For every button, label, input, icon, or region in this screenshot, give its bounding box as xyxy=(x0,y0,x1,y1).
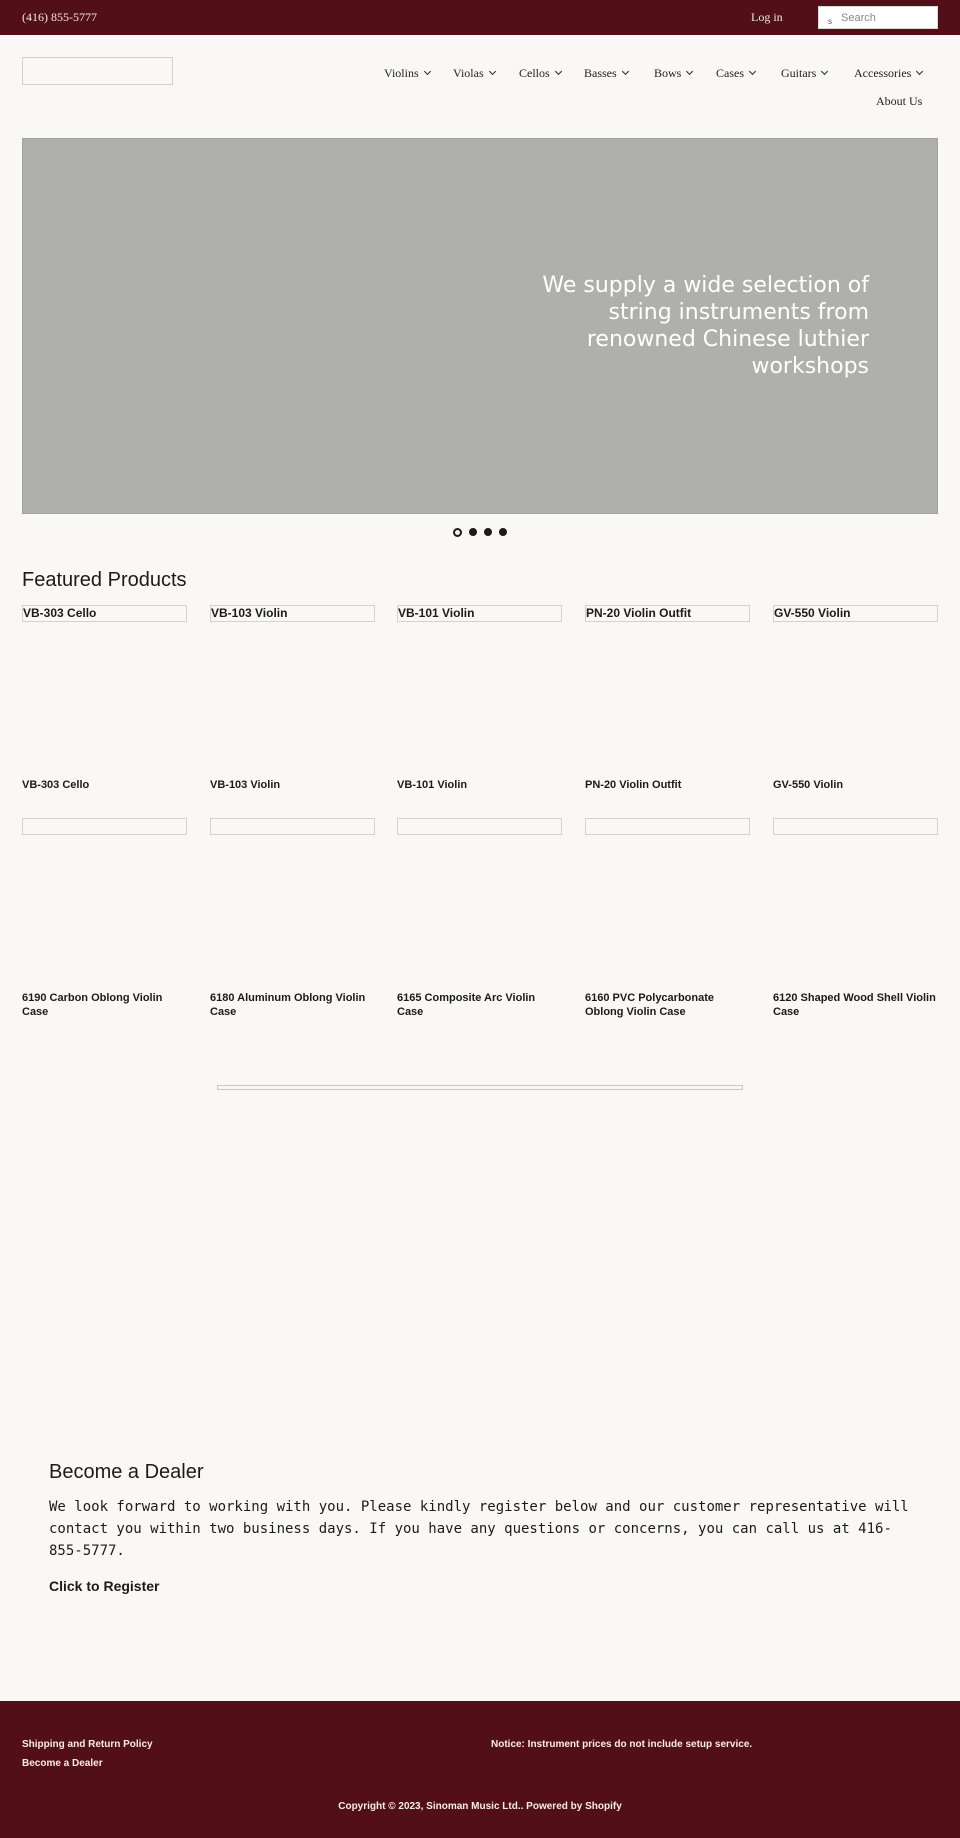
product-image[interactable]: PN-20 Violin Outfit xyxy=(585,605,750,622)
slide-dot-4[interactable] xyxy=(499,528,507,536)
nav-item-cellos[interactable] xyxy=(519,66,561,81)
hero-caption: We supply a wide selection of string instruments from renowned Chinese luthier workshops xyxy=(542,273,869,379)
search-icon[interactable]: s xyxy=(828,17,832,26)
nav-item-cases[interactable] xyxy=(716,66,755,81)
product-title[interactable]: VB-101 Violin xyxy=(397,779,468,791)
product-title[interactable]: GV-550 Violin xyxy=(773,779,844,791)
chevron-down-icon xyxy=(622,68,629,75)
nav-item-label: Basses xyxy=(584,66,617,80)
media-placeholder-bar xyxy=(217,1085,743,1090)
dealer-text: We look forward to working with you. Please kindly register below and our customer representative will contact you within two business days. If you have any questions or concerns, you can call us at 416-855-5777. xyxy=(49,1499,909,1559)
nav-item-label: Violins xyxy=(384,66,419,80)
store-logo[interactable] xyxy=(22,57,173,85)
chevron-down-icon xyxy=(424,68,431,75)
hero-slideshow[interactable] xyxy=(22,138,938,514)
nav-item-label: Cases xyxy=(716,66,744,80)
nav-item-bows[interactable] xyxy=(654,66,692,81)
product-title[interactable]: 6165 Composite Arc Violin Case xyxy=(397,992,536,1018)
product-title[interactable]: PN-20 Violin Outfit xyxy=(585,779,682,791)
chevron-down-icon xyxy=(489,68,496,75)
nav-item-violas[interactable] xyxy=(453,66,495,81)
chevron-down-icon xyxy=(821,68,828,75)
search-box[interactable] xyxy=(818,6,938,29)
chevron-down-icon xyxy=(916,68,923,75)
product-title[interactable]: 6190 Carbon Oblong Violin Case xyxy=(22,992,163,1018)
register-link[interactable]: Click to Register xyxy=(49,1578,160,1594)
phone-number[interactable]: (416) 855-5777 xyxy=(22,10,97,24)
slide-dot-3[interactable] xyxy=(484,528,492,536)
product-title[interactable]: 6120 Shaped Wood Shell Violin Case xyxy=(773,992,936,1018)
dealer-title: Become a Dealer xyxy=(49,1461,204,1483)
nav-item-accessories[interactable] xyxy=(854,66,922,81)
copyright: Copyright © 2023, Sinoman Music Ltd.. Powered by Shopify xyxy=(338,1801,622,1812)
featured-products-title: Featured Products xyxy=(22,569,187,591)
nav-item-label: Cellos xyxy=(519,66,550,80)
slide-dot-2[interactable] xyxy=(469,528,477,536)
footer xyxy=(0,1701,960,1838)
product-image[interactable]: VB-103 Violin xyxy=(210,605,375,622)
nav-item-label: About Us xyxy=(876,94,923,108)
chevron-down-icon xyxy=(555,68,562,75)
product-image[interactable]: GV-550 Violin xyxy=(773,605,938,622)
announcement-bar xyxy=(0,0,960,35)
nav-item-basses[interactable] xyxy=(584,66,628,81)
chevron-down-icon xyxy=(749,68,756,75)
product-image[interactable] xyxy=(773,818,938,835)
product-title[interactable]: 6180 Aluminum Oblong Violin Case xyxy=(210,992,366,1018)
footer-link-shipping[interactable]: Shipping and Return Policy xyxy=(22,1739,153,1750)
nav-item-guitars[interactable] xyxy=(781,66,827,81)
product-image[interactable]: VB-101 Violin xyxy=(397,605,562,622)
product-image[interactable]: VB-303 Cello xyxy=(22,605,187,622)
slide-dot-1[interactable] xyxy=(453,528,462,537)
nav-item-label: Bows xyxy=(654,66,682,80)
product-title[interactable]: 6160 PVC Polycarbonate Oblong Violin Case xyxy=(585,992,715,1018)
nav-item-label: Violas xyxy=(453,66,484,80)
product-image[interactable] xyxy=(397,818,562,835)
chevron-down-icon xyxy=(686,68,693,75)
login-link[interactable]: Log in xyxy=(751,10,783,24)
nav-item-about-us[interactable] xyxy=(876,94,922,109)
nav-item-label: Accessories xyxy=(854,66,912,80)
footer-notice: Notice: Instrument prices do not include setup service. xyxy=(491,1739,753,1750)
product-title[interactable]: VB-103 Violin xyxy=(210,779,281,791)
search-input[interactable] xyxy=(841,10,935,26)
product-image[interactable] xyxy=(210,818,375,835)
product-image[interactable] xyxy=(22,818,187,835)
nav-item-violins[interactable] xyxy=(384,66,430,81)
footer-link-dealer[interactable]: Become a Dealer xyxy=(22,1758,103,1769)
product-title[interactable]: VB-303 Cello xyxy=(22,779,90,791)
nav-item-label: Guitars xyxy=(781,66,817,80)
product-image[interactable] xyxy=(585,818,750,835)
